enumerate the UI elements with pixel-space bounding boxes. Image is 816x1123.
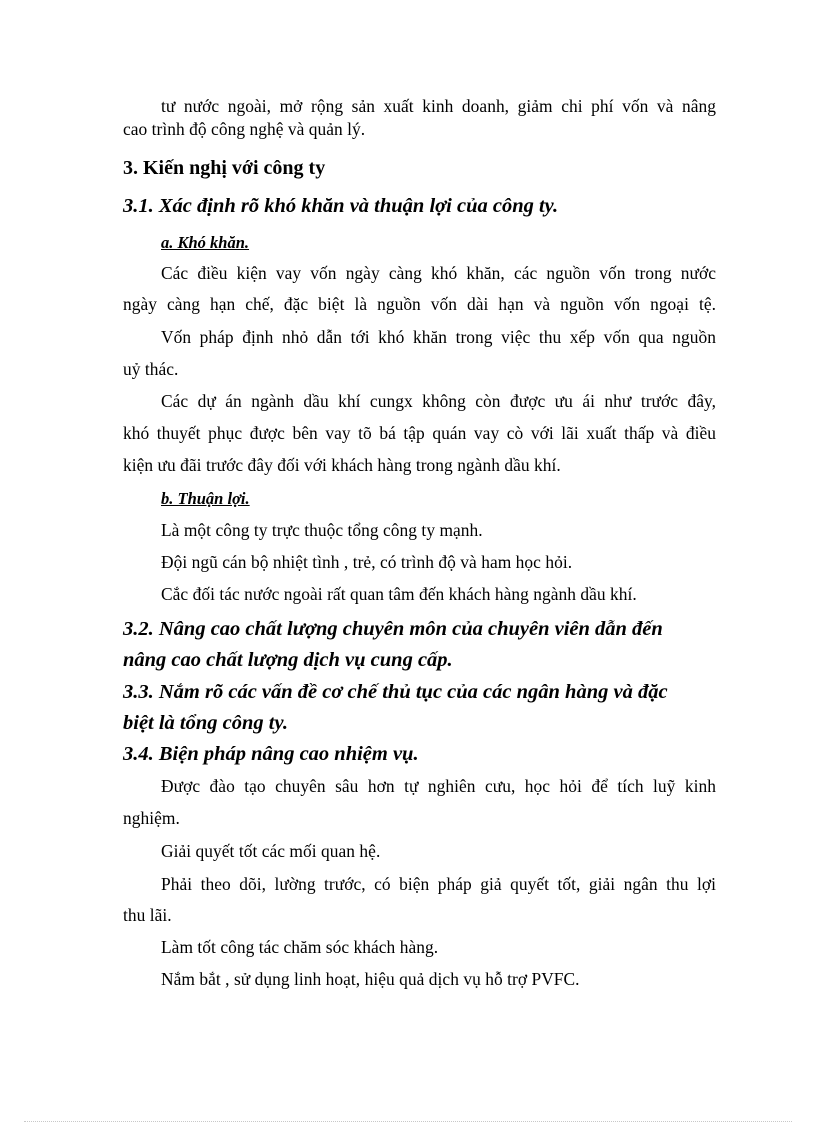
measures-para-5: Nắm bắt , sử dụng linh hoạt, hiệu quả dịch vụ hỗ trợ PVFC.	[161, 969, 580, 989]
difficulties-para-2-line-1: Vốn pháp định nhỏ dẫn tới khó khăn trong việc thu xếp vốn qua nguồn	[161, 327, 716, 347]
difficulties-para-3-line-3: kiện ưu đãi trước đây đối với khách hàng trong ngành dầu khí.	[123, 455, 561, 475]
section-3-1-heading: 3.1. Xác định rõ khó khăn và thuận lợi của công ty.	[123, 195, 559, 217]
advantages-item-1: Là một công ty trực thuộc tổng công ty mạnh.	[161, 520, 483, 540]
difficulties-para-1-line-1: Các điều kiện vay vốn ngày càng khó khăn, các nguồn vốn trong nước	[161, 263, 716, 283]
page-bottom-rule	[24, 1121, 792, 1122]
difficulties-para-3-line-1: Các dự án ngành dầu khí cungx không còn được ưu ái như trước đây,	[161, 391, 716, 411]
difficulties-label: a. Khó khăn.	[161, 233, 250, 252]
advantages-item-3: Cắc đối tác nước ngoài rất quan tâm đến khách hàng ngành dầu khí.	[161, 584, 637, 604]
intro-line-1: tư nước ngoài, mở rộng sản xuất kinh doanh, giảm chi phí vốn và nâng	[161, 96, 716, 116]
advantages-item-2: Đội ngũ cán bộ nhiệt tình , trẻ, có trình độ và ham học hỏi.	[161, 552, 573, 572]
section-3-2-heading-line-2: nâng cao chất lượng dịch vụ cung cấp.	[123, 649, 453, 671]
measures-para-1-line-2: nghiệm.	[123, 808, 180, 828]
section-3-4-heading: 3.4. Biện pháp nâng cao nhiệm vụ.	[123, 743, 419, 765]
difficulties-para-2-line-2: uỷ thác.	[123, 359, 179, 379]
intro-line-2: cao trình độ công nghệ và quản lý.	[123, 119, 366, 139]
advantages-label: b. Thuận lợi.	[161, 489, 250, 508]
measures-para-3-line-1: Phải theo dõi, lường trước, có biện pháp giả quyết tốt, giải ngân thu lợi	[161, 874, 716, 894]
section-3-2-heading-line-1: 3.2. Nâng cao chất lượng chuyên môn của chuyên viên dẫn đến	[123, 618, 663, 640]
difficulties-para-3-line-2: khó thuyết phục được bên vay tõ bá tập quán vay cò với lãi xuất thấp và điều	[123, 423, 716, 443]
section-3-3-heading-line-2: biệt là tổng công ty.	[123, 712, 288, 734]
difficulties-para-1-line-2: ngày càng hạn chế, đặc biệt là nguồn vốn dài hạn và nguồn vốn ngoại tệ.	[123, 294, 716, 314]
section-3-3-heading-line-1: 3.3. Nắm rõ các vấn đề cơ chế thủ tục của các ngân hàng và đặc	[123, 681, 668, 703]
measures-para-4: Làm tốt công tác chăm sóc khách hàng.	[161, 937, 439, 957]
measures-para-2: Giải quyết tốt các mối quan hệ.	[161, 841, 381, 861]
measures-para-3-line-2: thu lãi.	[123, 905, 172, 925]
measures-para-1-line-1: Được đào tạo chuyên sâu hơn tự nghiên cưu, học hỏi để tích luỹ kinh	[161, 776, 716, 796]
section-3-heading: 3. Kiến nghị với công ty	[123, 157, 326, 179]
